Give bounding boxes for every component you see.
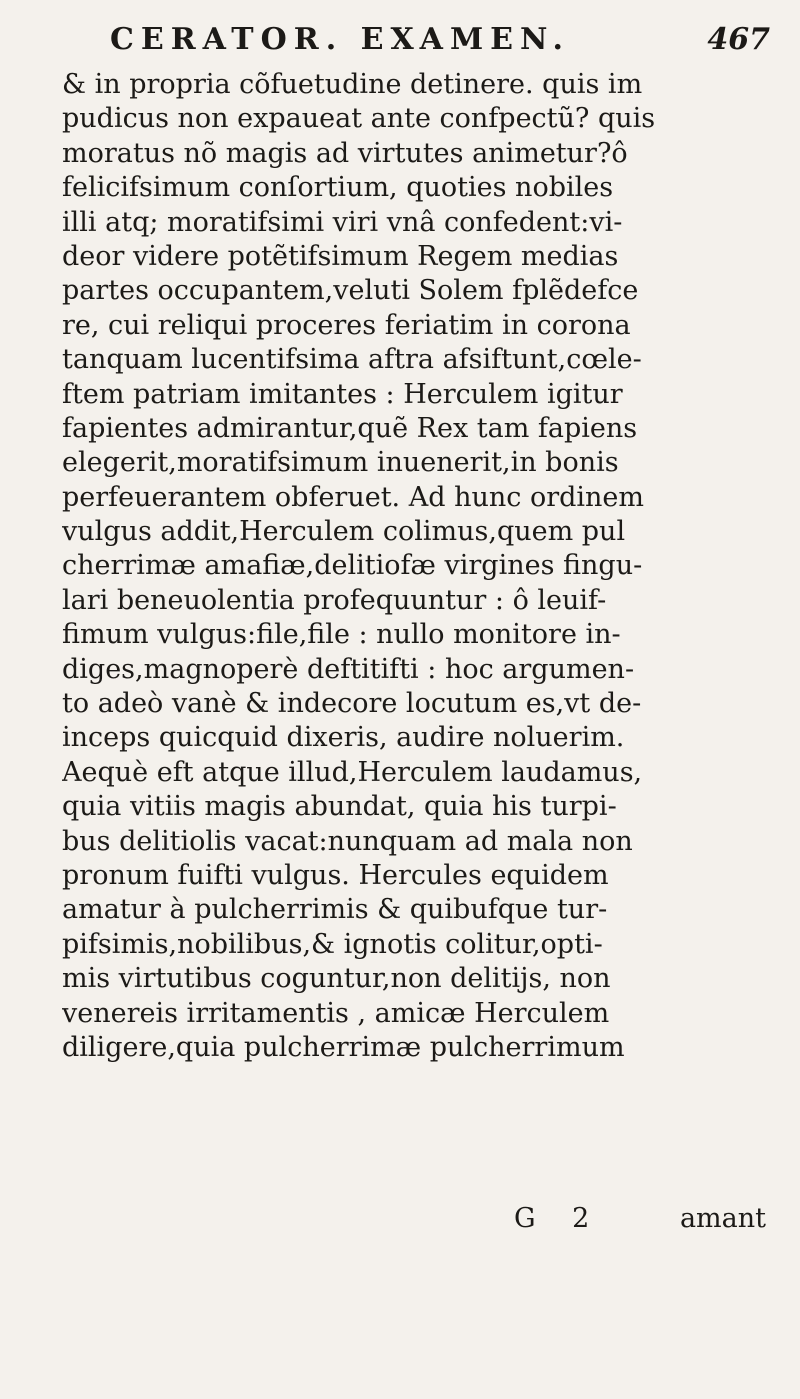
text-line: pifsimis,nobilibus,& ignotis colitur,opti-	[62, 928, 603, 960]
text-line: amatur à pulcherrimis & quibufque tur-	[62, 894, 608, 926]
text-line: lari beneuolentia profequuntur : ô leuif-	[62, 584, 607, 616]
text-line: felicifsimum conſortium, quoties nobiles	[62, 172, 614, 204]
text-line: partes occupantem,veluti Solem fplẽdefce	[62, 275, 639, 307]
text-line: inceps quicquid dixeris, audire noluerim.	[62, 722, 625, 754]
body-text	[62, 68, 766, 1065]
page-number: 467	[707, 22, 770, 57]
running-head	[110, 22, 770, 62]
text-line: fapientes admirantur,quẽ Rex tam fapiens	[62, 412, 638, 444]
text-line: illi atq; moratifsimi viri vnâ confedent:vi-	[62, 206, 623, 238]
text-line: Aequè eft atque illud,Herculem laudamus,	[62, 756, 643, 788]
text-line: moratus nõ magis ad virtutes animetur?ô	[62, 137, 628, 169]
text-line: & in propria cõfuetudine detinere. quis im	[62, 69, 643, 100]
text-line: diges,magnoperè deftitifti : hoc argumen-	[62, 653, 635, 685]
text-line: quia vitiis magis abundat, quia his turpi-	[62, 791, 617, 823]
text-line: fimum vulgus:file,file : nullo monitore in-	[62, 619, 621, 651]
page-footer	[62, 1203, 766, 1239]
text-line: pudicus non expaueat ante confpectũ? quis	[62, 103, 656, 135]
text-line: tanquam lucentifsima aftra afsiftunt,cœle-	[62, 344, 642, 376]
text-line: re, cui reliqui proceres feriatim in corona	[62, 309, 631, 341]
signature-mark: G 2	[514, 1203, 604, 1234]
text-line: ftem patriam imitantes : Herculem igitur	[62, 378, 623, 410]
text-line: elegerit,moratifsimum inuenerit,in bonis	[62, 447, 619, 479]
text-line: deor videre potẽtifsimum Regem medias	[62, 240, 619, 272]
catchword: amant	[679, 1203, 766, 1234]
text-line: vulgus addit,Herculem colimus,quem pul	[62, 516, 626, 548]
text-line: cherrimæ amafiæ,delitiofæ virgines fingu-	[62, 550, 643, 582]
text-line: venereis irritamentis , amicæ Herculem	[62, 997, 610, 1029]
text-line: perfeuerantem obferuet. Ad hunc ordinem	[62, 481, 645, 513]
text-line: pronum fuifti vulgus. Hercules equidem	[62, 859, 609, 891]
text-line: bus delitiolis vacat:nunquam ad mala non	[62, 825, 633, 857]
running-title: CERATOR. EXAMEN.	[110, 22, 570, 57]
text-line: diligere,quia pulcherrimæ pulcherrimum	[62, 1031, 625, 1063]
text-line: mis virtutibus coguntur,non delitijs, non	[62, 963, 611, 995]
text-line: to adeò vanè & indecore locutum es,vt de-	[62, 688, 642, 720]
